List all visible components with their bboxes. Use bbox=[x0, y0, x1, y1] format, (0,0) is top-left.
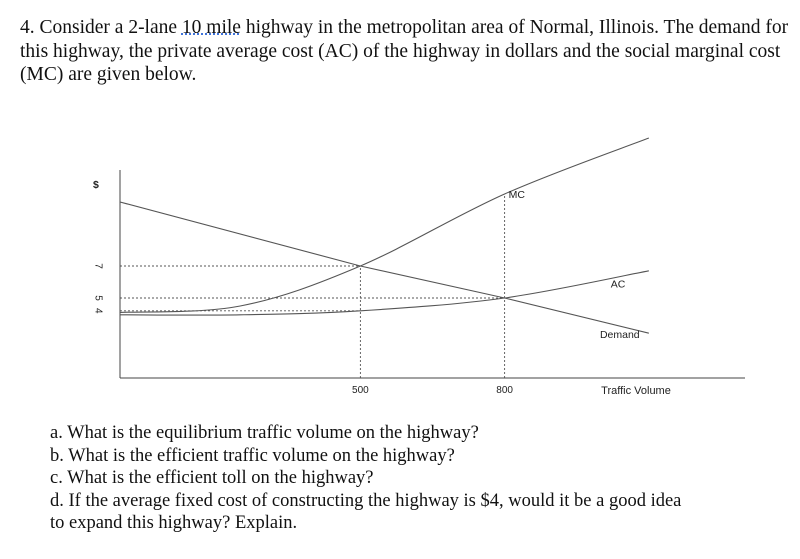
questions bbox=[50, 422, 790, 535]
question-a: a. What is the equilibrium traffic volume on the highway? bbox=[50, 423, 479, 443]
question-b: b. What is the efficient traffic volume on the highway? bbox=[50, 445, 455, 466]
y-axis-label: $ bbox=[93, 179, 99, 191]
highlighted-distance: 10 mile bbox=[181, 17, 241, 38]
curve-label-demand: Demand bbox=[599, 329, 640, 341]
axes bbox=[120, 170, 745, 378]
x-axis-label: Traffic Volume bbox=[601, 385, 671, 397]
ac-curve bbox=[120, 271, 649, 315]
y-tick-label-5: 5 bbox=[92, 295, 104, 301]
question-d-continued: to expand this highway? Explain. bbox=[50, 513, 298, 534]
curve-label-mc: MC bbox=[508, 189, 525, 201]
problem-intro-1: 4. Consider a 2-lane bbox=[20, 17, 182, 38]
x-tick-label-500: 500 bbox=[352, 385, 369, 396]
y-tick-label-7: 7 bbox=[92, 263, 104, 269]
curve-label-ac: AC bbox=[610, 278, 626, 291]
question-d: d. If the average fixed cost of constructing the highway is $4, would it be a good idea bbox=[50, 490, 682, 511]
y-tick-label-4: 4 bbox=[92, 308, 104, 314]
x-tick-label-800: 800 bbox=[496, 385, 513, 396]
demand-curve bbox=[120, 202, 649, 333]
question-c: c. What is the efficient toll on the highway? bbox=[50, 468, 374, 489]
chart-labels bbox=[92, 179, 670, 397]
reference-lines bbox=[120, 194, 505, 378]
problem-intro-2: highway in the metropolitan area of Normal, Illinois. The demand for this highway, the private average cost (AC) of the highway in dollars and the social marginal cost (MC) are given below. bbox=[20, 17, 789, 85]
curves bbox=[120, 138, 649, 333]
